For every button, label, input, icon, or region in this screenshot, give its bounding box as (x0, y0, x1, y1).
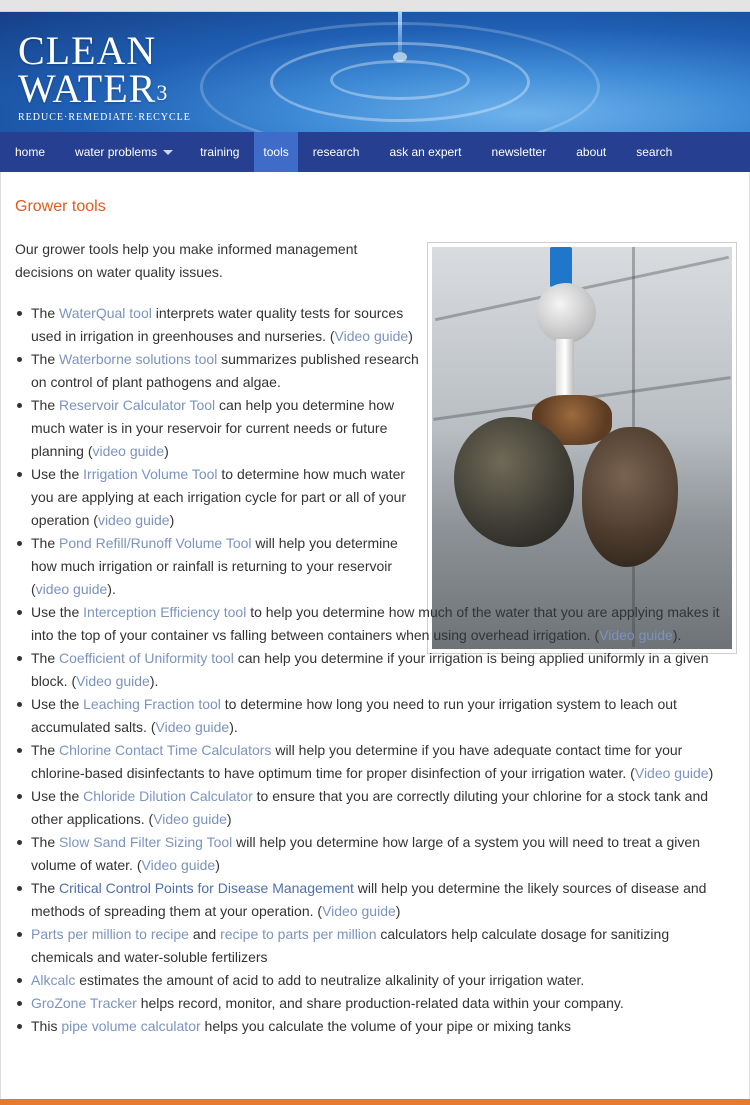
nav-home[interactable]: home (15, 145, 46, 159)
coefficient-uniformity-link[interactable]: Coefficient of Uniformity tool (59, 650, 234, 666)
video-guide-link[interactable]: video guide (97, 512, 170, 528)
list-item: The Waterborne solutions tool summarizes published research on control of plant pathogens and algae. (15, 348, 421, 394)
list-item: The Critical Control Points for Disease Management will help you determine the likely sources of disease and methods of spreading them at your operation. (Video guide) (15, 877, 733, 923)
interception-efficiency-link[interactable]: Interception Efficiency tool (83, 604, 247, 620)
video-guide-link[interactable]: video guide (92, 443, 165, 459)
page-title: Grower tools (15, 198, 106, 215)
video-guide-link[interactable]: Video guide (155, 719, 230, 735)
video-guide-link[interactable]: Video guide (76, 673, 150, 689)
blue-pipe (550, 247, 572, 287)
chloride-dilution-link[interactable]: Chloride Dilution Calculator (83, 788, 253, 804)
critical-control-points-link[interactable]: Critical Control Points for Disease Management (59, 880, 354, 896)
chlorine-contact-link[interactable]: Chlorine Contact Time Calculators (59, 742, 272, 758)
list-item: The Reservoir Calculator Tool can help you determine how much water is in your reservoir for current needs or future planning (video guide) (15, 394, 421, 463)
list-item: Parts per million to recipe and recipe to parts per million calculators help calculate dosage for sanitizing chemicals and water-soluble fertilizers (15, 923, 733, 969)
pipe-volume-calculator-link[interactable]: pipe volume calculator (61, 1018, 201, 1034)
video-guide-link[interactable]: Video guide (599, 627, 673, 643)
chevron-down-icon (163, 150, 173, 155)
site-logo[interactable] (18, 28, 191, 123)
list-item: The Chlorine Contact Time Calculators will help you determine if you have adequate contact time for your chlorine-based disinfectants to have optimum time for proper disinfection of your irrigation water. (Video guide) (15, 739, 733, 785)
slow-sand-filter-link[interactable]: Slow Sand Filter Sizing Tool (59, 834, 233, 850)
header-banner (0, 12, 750, 132)
list-item: Use the Interception Efficiency tool to help you determine how much of the water that you are applying makes it into the top of your container vs falling between containers when using overhead irrigation. (Video guide). (15, 601, 733, 647)
alkcalc-link[interactable]: Alkcalc (31, 972, 76, 988)
nav-ask-an-expert[interactable]: ask an expert (389, 145, 462, 159)
main-content (0, 172, 750, 1100)
list-item: The Coefficient of Uniformity tool can help you determine if your irrigation is being applied uniformly in a given block. (Video guide). (15, 647, 733, 693)
reservoir-calculator-link[interactable]: Reservoir Calculator Tool (59, 397, 216, 413)
nav-water-problems[interactable]: water problems (60, 132, 185, 172)
logo-superscript: 3 (156, 80, 169, 105)
list-item: Alkcalc estimates the amount of acid to add to neutralize alkalinity of your irrigation water. (15, 969, 733, 992)
video-guide-link[interactable]: Video guide (634, 765, 709, 781)
list-item: Use the Chloride Dilution Calculator to ensure that you are correctly diluting your chlorine for a stock tank and other applications. (Video guide) (15, 785, 733, 831)
leaching-fraction-link[interactable]: Leaching Fraction tool (83, 696, 221, 712)
list-item: Use the Leaching Fraction tool to determine how long you need to run your irrigation system to leach out accumulated salts. (Video guide). (15, 693, 733, 739)
irrigation-volume-link[interactable]: Irrigation Volume Tool (83, 466, 218, 482)
waterborne-solutions-link[interactable]: Waterborne solutions tool (59, 351, 218, 367)
video-guide-link[interactable]: Video guide (141, 857, 216, 873)
tools-list (15, 302, 733, 1038)
list-item: The Pond Refill/Runoff Volume Tool will help you determine how much irrigation or rainfall is returning to your reservoir (video guide). (15, 532, 421, 601)
nav-about[interactable]: about (576, 145, 607, 159)
video-guide-link[interactable]: Video guide (334, 328, 409, 344)
logo-tagline: REDUCE·REMEDIATE·RECYCLE (18, 112, 191, 123)
video-guide-link[interactable]: video guide (35, 581, 108, 597)
list-item: Use the Irrigation Volume Tool to determine how much water you are applying at each irrigation cycle for part or all of your operation (video guide) (15, 463, 421, 532)
nav-newsletter[interactable]: newsletter (491, 145, 547, 159)
grozone-tracker-link[interactable]: GroZone Tracker (31, 995, 137, 1011)
list-item: GroZone Tracker helps record, monitor, and share production-related data within your company. (15, 992, 733, 1015)
list-item: The Slow Sand Filter Sizing Tool will help you determine how large of a system you will need to treat a given volume of water. (Video guide) (15, 831, 733, 877)
pond-refill-link[interactable]: Pond Refill/Runoff Volume Tool (59, 535, 252, 551)
recipe-to-ppm-link[interactable]: recipe to parts per million (220, 926, 377, 942)
ppm-to-recipe-link[interactable]: Parts per million to recipe (31, 926, 189, 942)
intro-paragraph: Our grower tools help you make informed management decisions on water quality issues. (15, 241, 358, 280)
logo-text-water: WATER$^3$ (18, 66, 169, 111)
nav-training[interactable]: training (200, 145, 240, 159)
video-guide-link[interactable]: Video guide (322, 903, 396, 919)
video-guide-link[interactable]: Video guide (153, 811, 227, 827)
nav-search[interactable]: search (636, 145, 673, 159)
logo-text-clean: CLEAN (18, 28, 157, 73)
waterqual-tool-link[interactable]: WaterQual tool (59, 305, 152, 321)
nav-tools[interactable]: tools (254, 132, 297, 172)
footer-accent-bar (0, 1099, 750, 1105)
ripple-ring (200, 22, 600, 132)
main-nav (0, 132, 750, 172)
list-item: The WaterQual tool interprets water quality tests for sources used in irrigation in greenhouses and nurseries. (Video guide) (15, 302, 421, 348)
nav-research[interactable]: research (312, 145, 360, 159)
browser-top-strip (0, 0, 750, 12)
list-item: This pipe volume calculator helps you calculate the volume of your pipe or mixing tanks (15, 1015, 733, 1038)
